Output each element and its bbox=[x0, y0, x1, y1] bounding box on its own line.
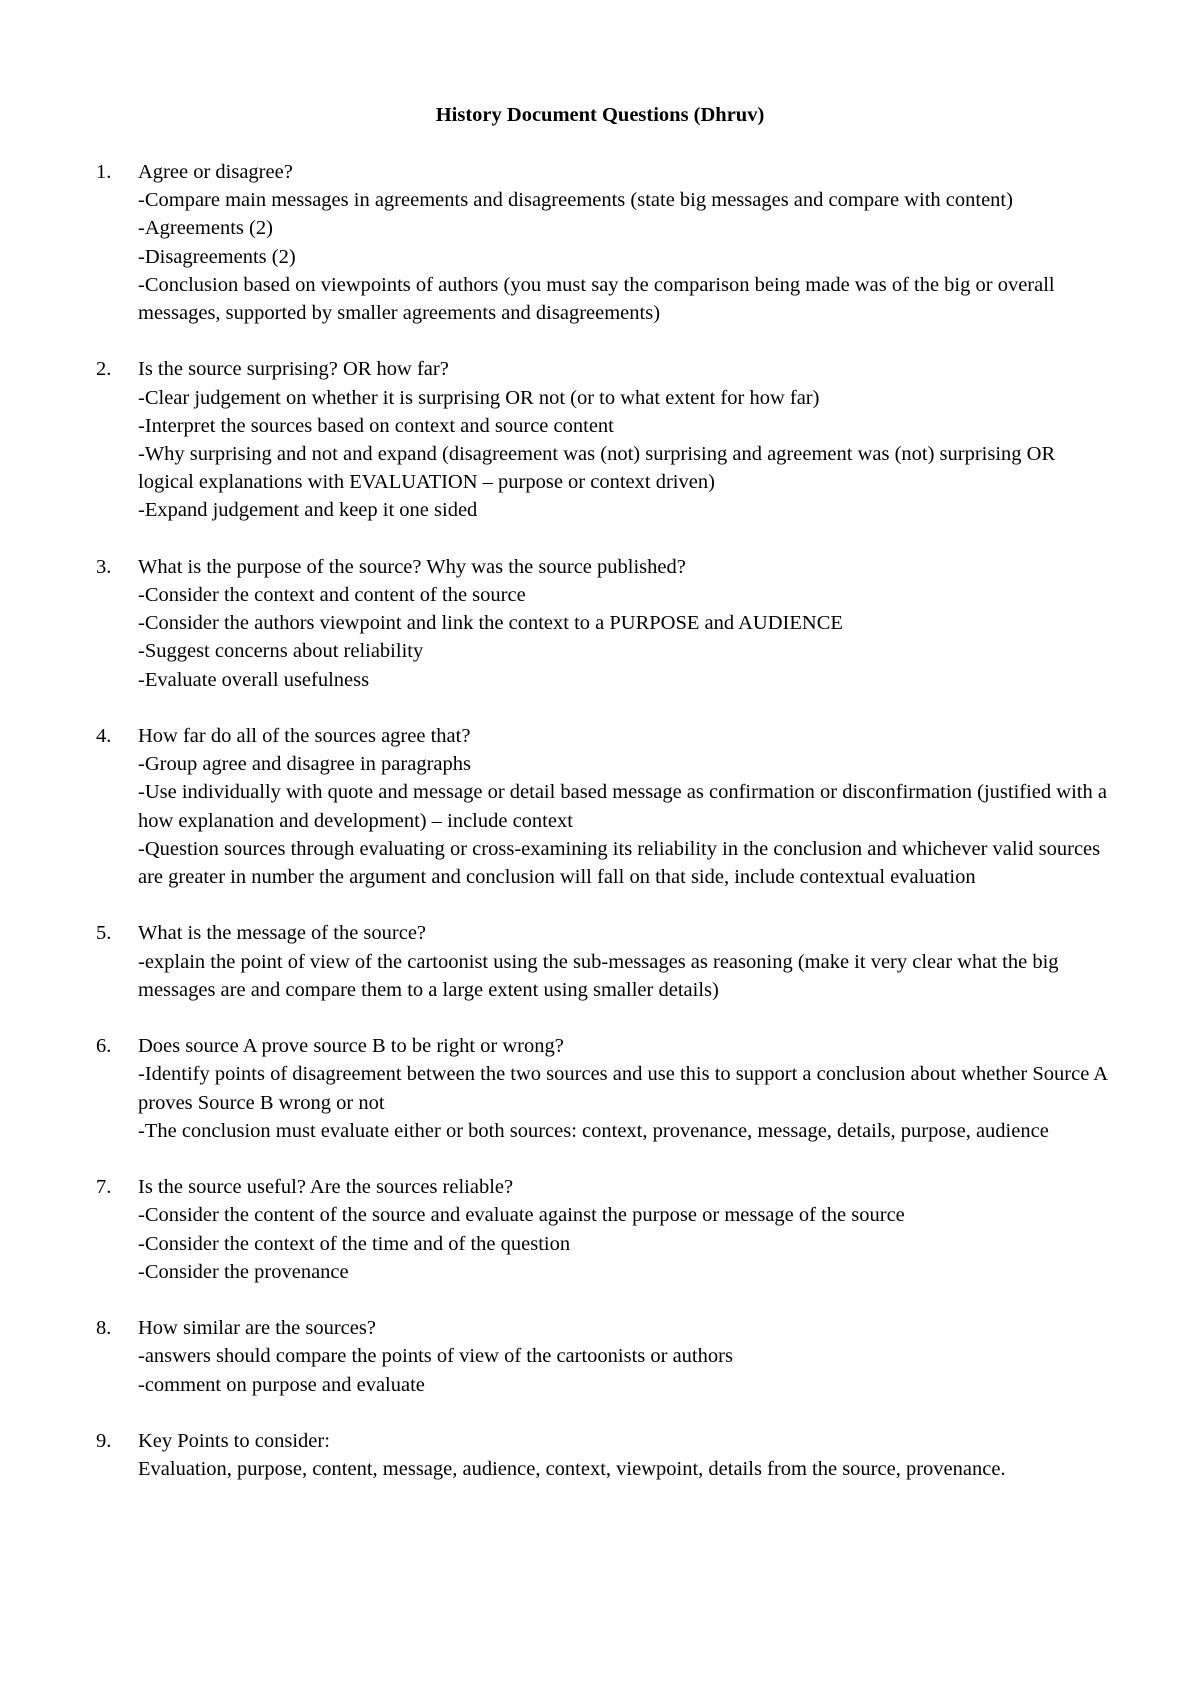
question-point: -Group agree and disagree in paragraphs bbox=[138, 753, 471, 776]
question-item bbox=[96, 355, 1116, 524]
question-point: -Clear judgement on whether it is surprising OR not (or to what extent for how far) bbox=[138, 386, 820, 409]
question-text: How far do all of the sources agree that? bbox=[138, 725, 471, 748]
question-text: How similar are the sources? bbox=[138, 1317, 376, 1340]
question-list bbox=[96, 158, 1116, 1512]
question-text: Does source A prove source B to be right or wrong? bbox=[138, 1035, 564, 1058]
question-point: -Suggest concerns about reliability bbox=[138, 640, 424, 663]
question-point: -Disagreements (2) bbox=[138, 245, 296, 268]
question-text: Is the source surprising? OR how far? bbox=[138, 358, 449, 381]
question-point: -comment on purpose and evaluate bbox=[138, 1373, 425, 1396]
question-point: -Agreements (2) bbox=[138, 217, 273, 240]
question-point: -explain the point of view of the cartoonist using the sub-messages as reasoning (make it very clear what the big messages are and compare them to a large extent using smaller details) bbox=[138, 950, 1059, 1001]
question-point: -The conclusion must evaluate either or both sources: context, provenance, message, details, purpose, audience bbox=[138, 1119, 1049, 1142]
question-point: -Consider the authors viewpoint and link the context to a PURPOSE and AUDIENCE bbox=[138, 612, 843, 635]
question-item bbox=[96, 1314, 1116, 1399]
question-number: 9. bbox=[96, 1430, 112, 1453]
question-point: -Question sources through evaluating or cross-examining its reliability in the conclusion and whichever valid sources are greater in number the argument and conclusion will fall on that side, include contextual evaluation bbox=[138, 837, 1101, 889]
question-point: -Use individually with quote and message or detail based message as confirmation or disconfirmation (justified with a how explanation and development) – include context bbox=[138, 781, 1107, 832]
question-item bbox=[96, 553, 1116, 694]
question-point: -Consider the context of the time and of the question bbox=[138, 1232, 571, 1255]
question-point: -Conclusion based on viewpoints of authors (you must say the comparison being made was of the big or overall messages, supported by smaller agreements and disagreements) bbox=[138, 273, 1055, 325]
question-text: Key Points to consider: bbox=[138, 1430, 330, 1453]
question-item bbox=[96, 1427, 1116, 1483]
question-item bbox=[96, 1032, 1116, 1145]
question-point: -Why surprising and not and expand (disagreement was (not) surprising and agreement was (not) surprising OR logical explanations with EVALUATION – purpose or context driven) bbox=[138, 443, 1056, 494]
question-number: 1. bbox=[96, 161, 112, 183]
question-item bbox=[96, 722, 1116, 891]
question-point: Evaluation, purpose, content, message, audience, context, viewpoint, details from the source, provenance. bbox=[138, 1458, 1006, 1481]
question-point: -answers should compare the points of view of the cartoonists or authors bbox=[138, 1345, 733, 1368]
question-item bbox=[96, 158, 1116, 327]
question-item bbox=[96, 1173, 1116, 1286]
question-point: -Evaluate overall usefulness bbox=[138, 668, 370, 691]
question-item bbox=[96, 919, 1116, 1004]
question-text: Is the source useful? Are the sources reliable? bbox=[138, 1176, 514, 1199]
question-point: -Consider the context and content of the source bbox=[138, 584, 526, 607]
question-point: -Consider the content of the source and evaluate against the purpose or message of the source bbox=[138, 1204, 905, 1227]
question-point: -Compare main messages in agreements and disagreements (state big messages and compare with content) bbox=[138, 189, 1013, 212]
question-text: What is the message of the source? bbox=[138, 922, 427, 945]
question-point: -Consider the provenance bbox=[138, 1260, 349, 1283]
question-number: 3. bbox=[96, 555, 112, 578]
question-point: -Expand judgement and keep it one sided bbox=[138, 499, 478, 522]
question-number: 7. bbox=[96, 1176, 112, 1199]
question-number: 6. bbox=[96, 1035, 112, 1058]
question-number: 2. bbox=[96, 358, 112, 381]
question-text: Agree or disagree? bbox=[138, 161, 293, 183]
question-text: What is the purpose of the source? Why was the source published? bbox=[138, 555, 686, 578]
question-number: 5. bbox=[96, 922, 112, 945]
question-number: 8. bbox=[96, 1317, 112, 1340]
document-title: History Document Questions (Dhruv) bbox=[435, 104, 765, 126]
question-point: -Interpret the sources based on context and source content bbox=[138, 414, 614, 437]
question-point: -Identify points of disagreement between the two sources and use this to support a conclusion about whether Source A proves Source B wrong or not bbox=[138, 1063, 1107, 1114]
question-number: 4. bbox=[96, 725, 112, 748]
